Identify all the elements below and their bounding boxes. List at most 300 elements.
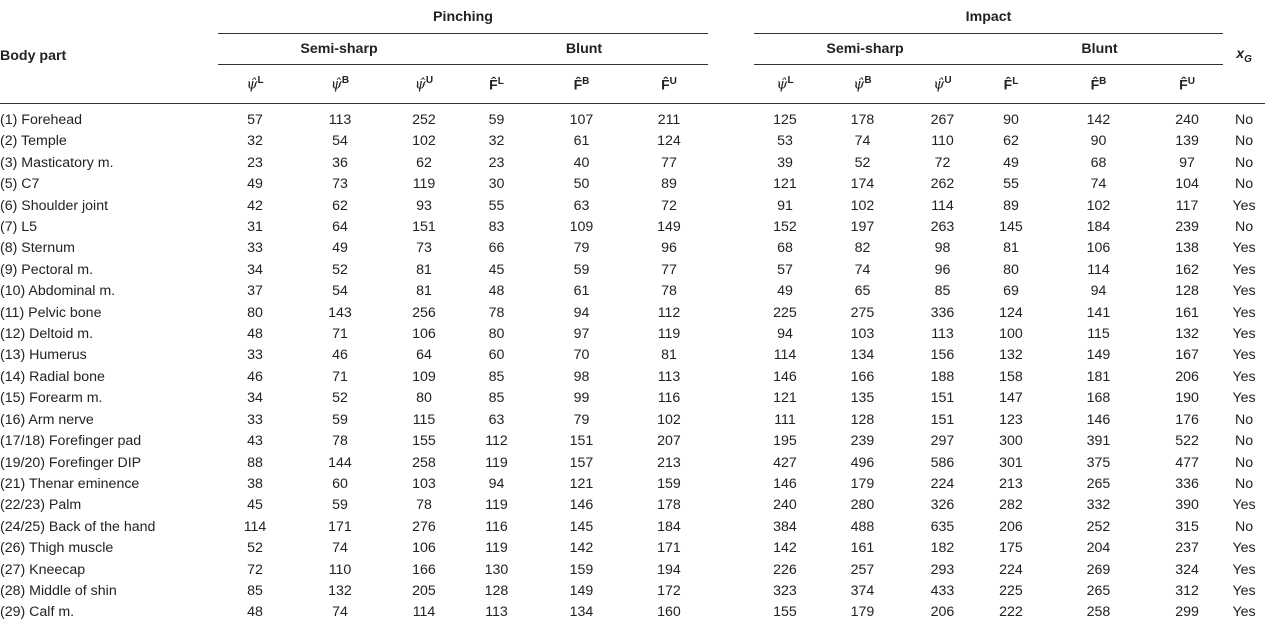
value-cell: 91 xyxy=(777,197,793,214)
value-cell: 50 xyxy=(573,176,590,193)
gap-cell xyxy=(708,431,754,452)
value-cell: 143 xyxy=(328,304,352,321)
xg-cell: Yes xyxy=(1232,283,1256,300)
value-cell: 81 xyxy=(661,347,677,364)
body-part-cell: (27) Kneecap xyxy=(0,561,86,578)
gap-cell xyxy=(708,238,754,259)
value-cell: 114 xyxy=(773,347,797,364)
value-cell: 119 xyxy=(485,454,508,471)
value-cell: 103 xyxy=(412,475,436,492)
xg-cell: No xyxy=(1235,154,1254,171)
value-cell: 121 xyxy=(773,176,797,193)
value-cell: 142 xyxy=(569,540,594,557)
value-cell: 59 xyxy=(332,497,348,514)
gap-cell xyxy=(708,324,754,345)
value-cell: 130 xyxy=(484,561,509,578)
value-cell: 72 xyxy=(661,197,677,214)
value-cell: 60 xyxy=(488,347,505,364)
value-cell: 113 xyxy=(328,112,352,128)
xg-cell: Yes xyxy=(1232,604,1256,621)
value-cell: 121 xyxy=(773,390,797,407)
body-part-cell: (17/18) Forefinger pad xyxy=(0,433,142,450)
table-row xyxy=(0,281,1265,302)
header-pinch-psi-l: ψ̂$^L$ xyxy=(246,75,264,93)
value-cell: 73 xyxy=(332,176,348,193)
value-cell: 98 xyxy=(934,240,951,257)
value-cell: 391 xyxy=(1086,433,1111,450)
value-cell: 77 xyxy=(661,261,677,278)
xg-cell: Yes xyxy=(1232,540,1256,557)
value-cell: 147 xyxy=(999,390,1023,407)
value-cell: 117 xyxy=(1175,197,1199,214)
value-cell: 158 xyxy=(999,368,1023,385)
value-cell: 145 xyxy=(999,219,1023,236)
xg-cell: Yes xyxy=(1232,326,1256,343)
value-cell: 115 xyxy=(412,411,436,428)
body-part-cell: (13) Humerus xyxy=(0,347,87,364)
value-cell: 239 xyxy=(1175,219,1199,236)
xg-cell: No xyxy=(1235,518,1254,535)
value-cell: 33 xyxy=(247,240,263,257)
value-cell: 176 xyxy=(1175,411,1199,428)
value-cell: 82 xyxy=(854,240,871,257)
header-pinch-f-l: F̂$^L$ xyxy=(489,75,504,93)
value-cell: 34 xyxy=(247,261,263,278)
value-cell: 167 xyxy=(1175,347,1199,364)
value-cell: 81 xyxy=(416,261,432,278)
value-cell: 132 xyxy=(1175,326,1199,343)
table-row xyxy=(0,324,1265,345)
value-cell: 280 xyxy=(850,497,875,514)
value-cell: 74 xyxy=(332,604,348,621)
header-pinch-f-b: F̂$^B$ xyxy=(573,75,590,93)
value-cell: 49 xyxy=(1003,154,1019,171)
value-cell: 142 xyxy=(1086,112,1111,128)
body-part-cell: (22/23) Palm xyxy=(0,497,82,514)
value-cell: 33 xyxy=(247,411,263,428)
value-cell: 496 xyxy=(850,454,875,471)
value-cell: 172 xyxy=(657,582,681,599)
value-cell: 240 xyxy=(1175,112,1199,128)
value-cell: 63 xyxy=(573,197,590,214)
gap-cell xyxy=(708,474,754,495)
value-cell: 99 xyxy=(573,390,590,407)
value-cell: 78 xyxy=(416,497,432,514)
value-cell: 85 xyxy=(934,283,951,300)
value-cell: 40 xyxy=(573,154,590,171)
value-cell: 102 xyxy=(850,197,875,214)
value-cell: 282 xyxy=(999,497,1023,514)
value-cell: 49 xyxy=(332,240,348,257)
value-cell: 88 xyxy=(247,454,263,471)
header-impact-psi-b: ψ̂$^B$ xyxy=(853,75,872,93)
value-cell: 77 xyxy=(661,154,677,171)
value-cell: 336 xyxy=(1175,475,1199,492)
value-cell: 115 xyxy=(1087,326,1110,343)
value-cell: 152 xyxy=(773,219,797,236)
value-cell: 36 xyxy=(332,154,348,171)
xg-cell: No xyxy=(1235,219,1254,236)
value-cell: 134 xyxy=(850,347,875,364)
table-row xyxy=(0,303,1265,324)
value-cell: 64 xyxy=(416,347,432,364)
value-cell: 59 xyxy=(573,261,590,278)
value-cell: 94 xyxy=(573,304,590,321)
value-cell: 62 xyxy=(416,154,432,171)
header-impact-blunt: Blunt xyxy=(976,34,1223,65)
value-cell: 323 xyxy=(773,582,797,599)
value-cell: 59 xyxy=(332,411,348,428)
value-cell: 195 xyxy=(773,433,797,450)
value-cell: 33 xyxy=(247,347,263,364)
body-part-cell: (10) Abdominal m. xyxy=(0,283,116,300)
value-cell: 225 xyxy=(999,582,1023,599)
value-cell: 89 xyxy=(661,176,677,193)
table-row xyxy=(0,517,1265,538)
value-cell: 48 xyxy=(247,326,263,343)
value-cell: 324 xyxy=(1175,561,1199,578)
value-cell: 90 xyxy=(1003,112,1019,128)
value-cell: 116 xyxy=(485,518,508,535)
value-cell: 332 xyxy=(1086,497,1111,514)
value-cell: 156 xyxy=(930,347,955,364)
gap-cell xyxy=(708,538,754,559)
value-cell: 171 xyxy=(328,518,352,535)
table-row xyxy=(0,410,1265,431)
header-pinch-f-u: F̂$^U$ xyxy=(661,75,677,93)
value-cell: 37 xyxy=(247,283,263,300)
value-cell: 161 xyxy=(1175,304,1199,321)
value-cell: 94 xyxy=(1090,283,1107,300)
table-row xyxy=(0,238,1265,259)
value-cell: 267 xyxy=(930,112,955,128)
gap-cell xyxy=(708,303,754,324)
table-row xyxy=(0,538,1265,559)
value-cell: 139 xyxy=(1175,133,1199,150)
value-cell: 237 xyxy=(1175,540,1199,557)
value-cell: 85 xyxy=(488,390,505,407)
value-cell: 315 xyxy=(1175,518,1199,535)
value-cell: 72 xyxy=(934,154,951,171)
body-part-cell: (21) Thenar eminence xyxy=(0,475,140,492)
value-cell: 204 xyxy=(1086,540,1111,557)
value-cell: 63 xyxy=(488,411,505,428)
value-cell: 124 xyxy=(657,133,681,150)
value-cell: 97 xyxy=(1179,154,1195,171)
value-cell: 60 xyxy=(332,475,348,492)
value-cell: 171 xyxy=(657,540,681,557)
xg-cell: Yes xyxy=(1232,582,1256,599)
body-part-cell: (14) Radial bone xyxy=(0,368,105,385)
value-cell: 206 xyxy=(999,518,1023,535)
table-row xyxy=(0,388,1265,409)
value-cell: 194 xyxy=(657,561,681,578)
value-cell: 160 xyxy=(657,604,681,621)
value-cell: 32 xyxy=(488,133,505,150)
xg-cell: Yes xyxy=(1232,197,1256,214)
value-cell: 31 xyxy=(247,219,263,236)
value-cell: 55 xyxy=(1003,176,1019,193)
value-cell: 112 xyxy=(485,433,508,450)
value-cell: 522 xyxy=(1175,433,1199,450)
body-part-cell: (7) L5 xyxy=(0,219,38,236)
value-cell: 384 xyxy=(773,518,797,535)
value-cell: 102 xyxy=(1086,197,1111,214)
value-cell: 30 xyxy=(488,176,505,193)
gap-cell xyxy=(708,517,754,538)
value-cell: 144 xyxy=(328,454,352,471)
value-cell: 224 xyxy=(999,561,1023,578)
gap-cell xyxy=(708,131,754,152)
value-cell: 197 xyxy=(850,219,875,236)
xg-cell: Yes xyxy=(1232,368,1256,385)
table-row xyxy=(0,174,1265,195)
value-cell: 61 xyxy=(573,133,590,150)
value-cell: 301 xyxy=(999,454,1023,471)
gap-cell xyxy=(708,196,754,217)
value-cell: 134 xyxy=(569,604,594,621)
value-cell: 225 xyxy=(773,304,797,321)
value-cell: 97 xyxy=(573,326,590,343)
value-cell: 78 xyxy=(488,304,505,321)
value-cell: 34 xyxy=(247,390,263,407)
header-pinch-psi-b: ψ̂$^B$ xyxy=(330,75,350,93)
table-row xyxy=(0,560,1265,581)
value-cell: 53 xyxy=(777,133,793,150)
xg-cell: No xyxy=(1235,475,1254,492)
table-body xyxy=(0,104,1265,624)
value-cell: 151 xyxy=(930,411,955,428)
value-cell: 275 xyxy=(850,304,875,321)
header-impact-psi-l: ψ̂$^L$ xyxy=(776,75,794,93)
value-cell: 109 xyxy=(412,368,436,385)
value-cell: 48 xyxy=(488,283,505,300)
value-cell: 299 xyxy=(1175,604,1199,621)
value-cell: 110 xyxy=(328,561,352,578)
value-cell: 23 xyxy=(247,154,263,171)
value-cell: 151 xyxy=(412,219,436,236)
gap-cell xyxy=(708,410,754,431)
table-row xyxy=(0,153,1265,174)
value-cell: 52 xyxy=(332,390,348,407)
value-cell: 375 xyxy=(1086,454,1111,471)
value-cell: 635 xyxy=(930,518,955,535)
value-cell: 55 xyxy=(488,197,505,214)
header-pinching-semi-sharp: Semi-sharp xyxy=(218,34,460,65)
value-cell: 110 xyxy=(931,133,954,150)
body-part-cell: (28) Middle of shin xyxy=(0,582,117,599)
body-part-cell: (6) Shoulder joint xyxy=(0,197,109,214)
value-cell: 128 xyxy=(1175,283,1199,300)
value-cell: 240 xyxy=(773,497,797,514)
xg-cell: No xyxy=(1235,411,1254,428)
value-cell: 45 xyxy=(247,497,263,514)
header-pinch-psi-u: ψ̂$^U$ xyxy=(414,75,434,93)
xg-cell: Yes xyxy=(1232,240,1256,257)
value-cell: 206 xyxy=(930,604,955,621)
value-cell: 151 xyxy=(569,433,594,450)
body-part-cell: (5) C7 xyxy=(0,176,40,193)
value-cell: 146 xyxy=(1086,411,1111,428)
value-cell: 132 xyxy=(328,582,352,599)
value-cell: 252 xyxy=(1086,518,1111,535)
value-cell: 586 xyxy=(930,454,955,471)
value-cell: 96 xyxy=(934,261,951,278)
value-cell: 166 xyxy=(412,561,436,578)
body-part-cell: (2) Temple xyxy=(0,133,67,150)
body-part-cell: (24/25) Back of the hand xyxy=(0,518,156,535)
value-cell: 168 xyxy=(1086,390,1111,407)
gap-cell xyxy=(708,602,754,623)
value-cell: 252 xyxy=(412,112,436,128)
value-cell: 62 xyxy=(1003,133,1019,150)
value-cell: 79 xyxy=(573,411,590,428)
body-part-cell: (8) Sternum xyxy=(0,240,75,257)
body-part-cell: (3) Masticatory m. xyxy=(0,154,114,171)
value-cell: 427 xyxy=(773,454,797,471)
value-cell: 149 xyxy=(569,582,594,599)
value-cell: 80 xyxy=(247,304,263,321)
value-cell: 125 xyxy=(773,112,797,128)
value-cell: 226 xyxy=(773,561,797,578)
header-xg: $x_G$ xyxy=(1236,46,1252,65)
body-part-cell: (1) Forehead xyxy=(0,112,83,128)
value-cell: 59 xyxy=(488,112,505,128)
value-cell: 114 xyxy=(412,604,436,621)
header-impact: Impact xyxy=(754,0,1223,34)
value-cell: 433 xyxy=(930,582,955,599)
value-cell: 142 xyxy=(773,540,797,557)
table-row xyxy=(0,110,1265,131)
value-cell: 109 xyxy=(569,219,594,236)
header-pinching-blunt: Blunt xyxy=(460,34,708,65)
xg-cell: No xyxy=(1235,454,1254,471)
value-cell: 52 xyxy=(332,261,348,278)
gap-cell xyxy=(708,345,754,366)
value-cell: 146 xyxy=(569,497,594,514)
value-cell: 374 xyxy=(850,582,875,599)
value-cell: 114 xyxy=(243,518,267,535)
body-part-cell: (9) Pectoral m. xyxy=(0,261,94,278)
value-cell: 121 xyxy=(569,475,594,492)
value-cell: 71 xyxy=(332,326,348,343)
value-cell: 190 xyxy=(1175,390,1199,407)
body-part-cell: (11) Pelvic bone xyxy=(0,304,102,321)
value-cell: 114 xyxy=(931,197,954,214)
value-cell: 83 xyxy=(488,219,505,236)
table-row xyxy=(0,431,1265,452)
xg-cell: No xyxy=(1235,133,1254,150)
value-cell: 300 xyxy=(999,433,1023,450)
value-cell: 64 xyxy=(332,219,348,236)
value-cell: 74 xyxy=(854,133,871,150)
value-cell: 184 xyxy=(1086,219,1111,236)
value-cell: 39 xyxy=(777,154,793,171)
value-cell: 80 xyxy=(1003,261,1019,278)
value-cell: 113 xyxy=(931,326,954,343)
value-cell: 155 xyxy=(412,433,436,450)
value-cell: 78 xyxy=(661,283,677,300)
value-cell: 43 xyxy=(247,433,263,450)
xg-cell: Yes xyxy=(1232,497,1256,514)
header-impact-f-b: F̂$^B$ xyxy=(1090,75,1107,93)
table-row xyxy=(0,131,1265,152)
value-cell: 85 xyxy=(247,582,263,599)
value-cell: 66 xyxy=(488,240,505,257)
value-cell: 73 xyxy=(416,240,432,257)
body-part-cell: (16) Arm nerve xyxy=(0,411,94,428)
value-cell: 336 xyxy=(930,304,955,321)
value-cell: 80 xyxy=(488,326,505,343)
body-part-cell: (26) Thigh muscle xyxy=(0,540,114,557)
value-cell: 103 xyxy=(850,326,875,343)
value-cell: 106 xyxy=(1086,240,1111,257)
value-cell: 113 xyxy=(657,368,681,385)
value-cell: 182 xyxy=(930,540,955,557)
gap-cell xyxy=(708,174,754,195)
value-cell: 258 xyxy=(412,454,436,471)
value-cell: 477 xyxy=(1175,454,1199,471)
value-cell: 113 xyxy=(485,604,508,621)
value-cell: 81 xyxy=(1003,240,1019,257)
value-cell: 188 xyxy=(930,368,955,385)
value-cell: 179 xyxy=(850,604,875,621)
gap-cell xyxy=(708,281,754,302)
body-part-cell: (19/20) Forefinger DIP xyxy=(0,454,142,471)
value-cell: 175 xyxy=(999,540,1023,557)
value-cell: 46 xyxy=(332,347,348,364)
value-cell: 222 xyxy=(999,604,1023,621)
xg-cell: No xyxy=(1235,112,1254,128)
gap-cell xyxy=(708,453,754,474)
value-cell: 178 xyxy=(657,497,681,514)
value-cell: 146 xyxy=(773,475,797,492)
value-cell: 68 xyxy=(1090,154,1107,171)
value-cell: 128 xyxy=(484,582,509,599)
xg-cell: No xyxy=(1235,176,1254,193)
value-cell: 390 xyxy=(1175,497,1199,514)
value-cell: 276 xyxy=(412,518,436,535)
table-row xyxy=(0,196,1265,217)
value-cell: 71 xyxy=(332,368,348,385)
value-cell: 263 xyxy=(930,219,955,236)
value-cell: 161 xyxy=(850,540,875,557)
xg-cell: Yes xyxy=(1232,261,1256,278)
xg-cell: No xyxy=(1235,433,1254,450)
value-cell: 138 xyxy=(1175,240,1199,257)
value-cell: 102 xyxy=(412,133,436,150)
value-cell: 119 xyxy=(485,540,508,557)
body-part-cell: (15) Forearm m. xyxy=(0,390,103,407)
value-cell: 65 xyxy=(854,283,871,300)
value-cell: 70 xyxy=(573,347,590,364)
value-cell: 159 xyxy=(569,561,594,578)
table-row xyxy=(0,495,1265,516)
value-cell: 145 xyxy=(569,518,594,535)
value-cell: 262 xyxy=(930,176,955,193)
value-cell: 213 xyxy=(657,454,681,471)
table-row xyxy=(0,581,1265,602)
value-cell: 312 xyxy=(1175,582,1199,599)
value-cell: 100 xyxy=(999,326,1023,343)
value-cell: 146 xyxy=(773,368,797,385)
table-row xyxy=(0,453,1265,474)
value-cell: 213 xyxy=(999,475,1023,492)
gap-cell xyxy=(708,581,754,602)
value-cell: 207 xyxy=(657,433,681,450)
header-impact-semi-sharp: Semi-sharp xyxy=(754,34,976,65)
header-impact-f-u: F̂$^U$ xyxy=(1179,75,1195,93)
